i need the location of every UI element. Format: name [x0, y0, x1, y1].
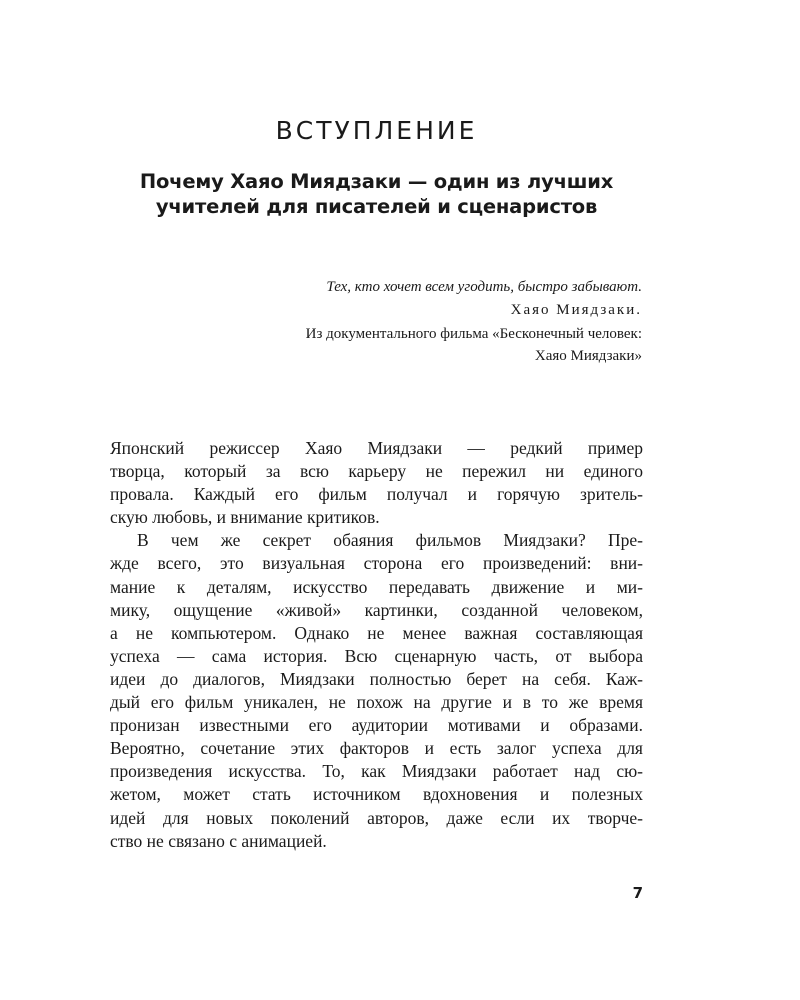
body-line: успеха — сама история. Всю сценарную часть, от выбора — [110, 645, 643, 666]
epigraph-source-line: Хаяо Миядзаки» — [534, 348, 642, 364]
epigraph-quote: Тех, кто хочет всем угодить, быстро забывают. — [326, 279, 642, 295]
body-line: ство не связано с анимацией. — [110, 830, 327, 851]
page-number: 7 — [632, 884, 643, 902]
body-line: В чем же секрет обаяния фильмов Миядзаки? Пре- — [137, 530, 643, 551]
body-line: мание к деталям, искусство передавать движение и ми- — [110, 576, 643, 597]
body-line: провала. Каждый его фильм получал и горячую зритель- — [110, 484, 643, 505]
body-line: жетом, может стать источником вдохновения и полезных — [110, 784, 643, 805]
body-line: жде всего, это визуальная сторона его произведений: вни- — [110, 553, 643, 574]
epigraph-author: Хаяо Миядзаки. — [510, 302, 642, 318]
body-text — [110, 437, 643, 853]
chapter-subtitle — [110, 169, 643, 219]
epigraph-source-line: Из документального фильма «Бесконечный человек: — [305, 326, 642, 342]
body-line: мику, ощущение «живой» картинки, созданной человеком, — [110, 599, 643, 620]
epigraph-source — [222, 323, 642, 367]
body-line: идеи до диалогов, Миядзаки полностью берет на себя. Каж- — [110, 668, 643, 689]
body-line: пронизан известными его аудитории мотивами и образами. — [110, 715, 643, 736]
body-line: а не компьютером. Однако не менее важная составляющая — [110, 622, 643, 643]
body-line: идей для новых поколений авторов, даже если их творче- — [110, 807, 643, 828]
body-line: произведения искусства. То, как Миядзаки работает над сю- — [110, 761, 643, 782]
body-line: Вероятно, сочетание этих факторов и есть залог успеха для — [110, 738, 643, 759]
chapter-title: ВСТУПЛЕНИЕ — [275, 116, 478, 145]
subtitle-line: Почему Хаяо Миядзаки — один из лучших — [139, 170, 614, 193]
body-line: творца, который за всю карьеру не пережил ни единого — [110, 461, 643, 482]
epigraph — [222, 277, 642, 367]
body-line: Японский режиссер Хаяо Миядзаки — редкий пример — [110, 438, 643, 458]
body-line: скую любовь, и внимание критиков. — [110, 507, 380, 528]
subtitle-line: учителей для писателей и сценаристов — [155, 195, 598, 218]
body-line: дый его фильм уникален, не похож на другие и в то же время — [110, 692, 643, 713]
